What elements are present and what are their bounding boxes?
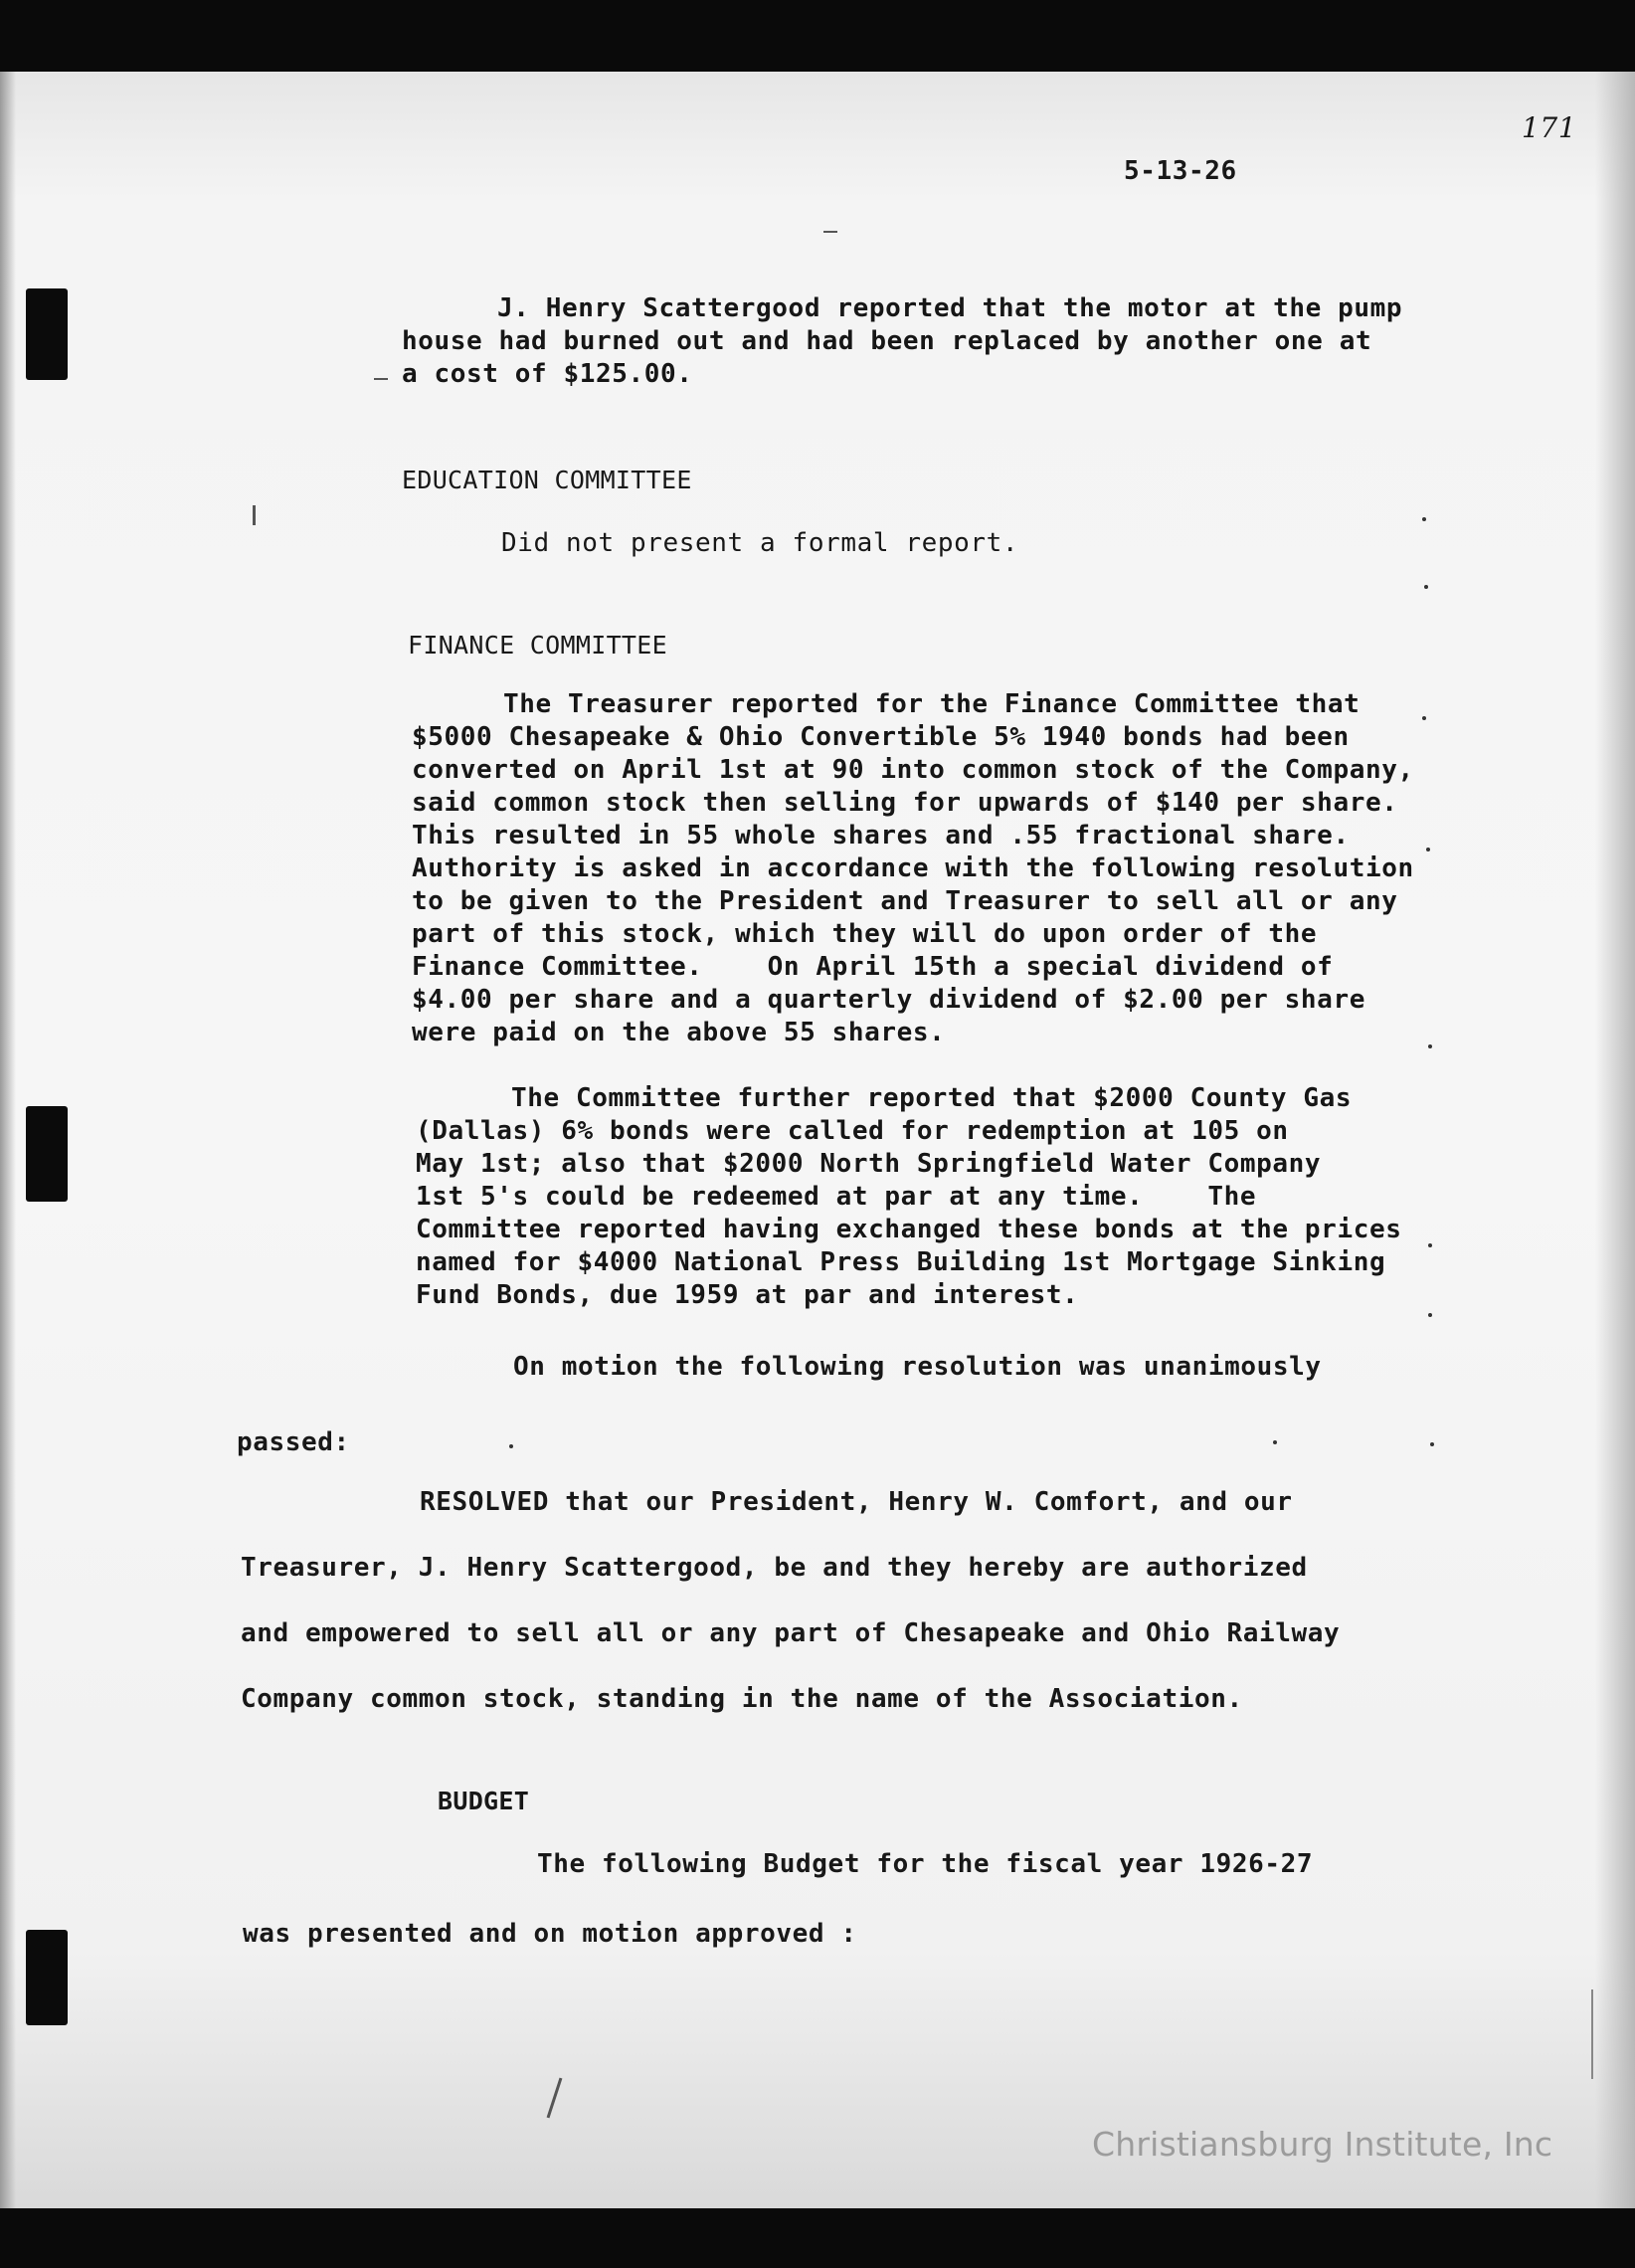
finance-line: Fund Bonds, due 1959 at par and interest.: [416, 1280, 1079, 1310]
resolution-line: Treasurer, J. Henry Scattergood, be and they hereby are authorized: [241, 1553, 1308, 1583]
scan-speck: [1428, 1044, 1432, 1048]
intro-line: J. Henry Scattergood reported that the motor at the pump: [497, 293, 1403, 323]
motion-line-2: passed:: [237, 1427, 350, 1457]
film-punch-mark-bottom: [26, 1930, 68, 2025]
finance-line: Committee reported having exchanged these bonds at the prices: [416, 1215, 1402, 1244]
scan-scratch: [374, 378, 388, 380]
intro-line: house had burned out and had been replaced by another one at: [402, 326, 1372, 356]
intro-line: a cost of $125.00.: [402, 359, 693, 389]
page-edge-shadow-right: [1595, 72, 1635, 2208]
budget-line-2: was presented and on motion approved :: [243, 1919, 857, 1949]
finance-line: converted on April 1st at 90 into common stock of the Company,: [412, 755, 1414, 785]
education-heading: EDUCATION COMMITTEE: [402, 466, 692, 494]
scan-speck: [1428, 1243, 1432, 1247]
scan-scratch: [823, 231, 837, 233]
scan-scratch: [253, 505, 256, 525]
finance-heading: FINANCE COMMITTEE: [408, 631, 667, 660]
budget-line-1: The following Budget for the fiscal year 1926-27: [537, 1849, 1314, 1879]
finance-line: $5000 Chesapeake & Ohio Convertible 5% 1940 bonds had been: [412, 722, 1350, 752]
finance-line: part of this stock, which they will do upon order of the: [412, 919, 1318, 949]
finance-line: This resulted in 55 whole shares and .55 fractional share.: [412, 821, 1350, 850]
finance-line: (Dallas) 6% bonds were called for redemption at 105 on: [416, 1116, 1289, 1146]
scan-scratch: [1591, 1989, 1593, 2079]
film-punch-mark-middle: [26, 1106, 68, 1202]
scan-speck: [1430, 1442, 1434, 1446]
scan-speck: [1426, 848, 1430, 851]
finance-line: to be given to the President and Treasurer to sell all or any: [412, 886, 1398, 916]
finance-paragraph-2: [416, 1082, 1401, 1312]
finance-line: May 1st; also that $2000 North Springfield Water Company: [416, 1149, 1322, 1179]
scan-speck: [509, 1444, 513, 1448]
finance-line: Authority is asked in accordance with the following resolution: [412, 853, 1414, 883]
scan-speck: [1273, 1440, 1277, 1444]
intro-paragraph: [402, 292, 1402, 391]
watermark: Christiansburg Institute, Inc: [1092, 2125, 1553, 2164]
finance-line: The Committee further reported that $2000 County Gas: [511, 1083, 1353, 1113]
budget-heading: BUDGET: [438, 1787, 530, 1815]
page-number: 171: [1522, 111, 1577, 144]
scan-speck: [1424, 585, 1428, 589]
finance-line: said common stock then selling for upwards of $140 per share.: [412, 788, 1398, 818]
finance-line: 1st 5's could be redeemed at par at any time. The: [416, 1182, 1257, 1212]
scan-speck: [1428, 1313, 1432, 1317]
finance-line: The Treasurer reported for the Finance Committee that: [503, 689, 1361, 719]
resolution-line: RESOLVED that our President, Henry W. Comfort, and our: [420, 1487, 1293, 1517]
page-edge-shadow-left: [0, 72, 16, 2208]
film-punch-mark-top: [26, 288, 68, 380]
film-border-bottom: [0, 2208, 1635, 2268]
finance-paragraph-1: [412, 688, 1414, 1049]
scan-speck: [1422, 517, 1426, 521]
motion-line-1: On motion the following resolution was unanimously: [513, 1352, 1322, 1382]
finance-line: named for $4000 National Press Building 1st Mortgage Sinking: [416, 1247, 1386, 1277]
education-text: Did not present a formal report.: [501, 528, 1019, 558]
resolution-line: Company common stock, standing in the name of the Association.: [241, 1684, 1243, 1714]
finance-line: were paid on the above 55 shares.: [412, 1018, 946, 1047]
resolution-line: and empowered to sell all or any part of Chesapeake and Ohio Railway: [241, 1618, 1341, 1648]
scan-speck: [1422, 716, 1426, 720]
finance-line: $4.00 per share and a quarterly dividend of $2.00 per share: [412, 985, 1365, 1015]
finance-line: Finance Committee. On April 15th a special dividend of: [412, 952, 1334, 982]
document-date: 5-13-26: [1124, 156, 1237, 186]
